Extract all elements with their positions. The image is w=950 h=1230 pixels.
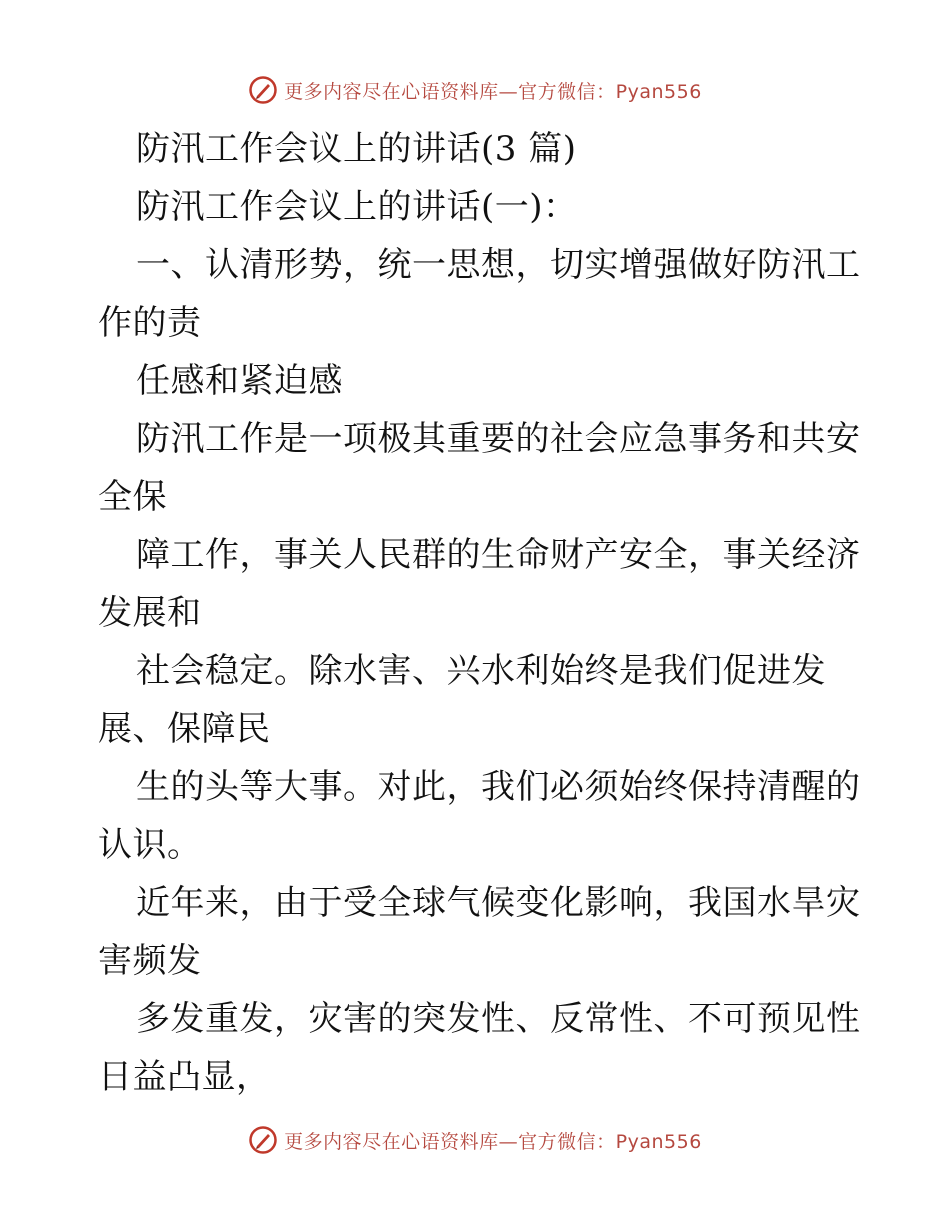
banner-text: 更多内容尽在心语资料库—官方微信：Pyan556 [284, 1130, 702, 1153]
text-line: 认识。 [98, 825, 202, 865]
wechat-id: Pyan556 [615, 80, 702, 103]
text-line: 多发重发，灾害的突发性、反常性、不可预见性 [136, 999, 861, 1039]
footer-banner [0, 1120, 950, 1160]
text-line: 近年来，由于受全球气候变化影响，我国水旱灾 [136, 883, 861, 923]
header-banner [0, 70, 950, 110]
section-title: 防汛工作会议上的讲话(一)： [136, 187, 578, 227]
text-line: 日益凸显， [98, 1057, 271, 1097]
text-line: 任感和紧迫感 [136, 361, 343, 401]
text-line: 作的责 [98, 303, 202, 343]
text-line: 障工作，事关人民群的生命财产安全，事关经济 [136, 535, 861, 575]
text-line: 防汛工作是一项极其重要的社会应急事务和共安 [136, 419, 861, 459]
text-line: 生的头等大事。对此，我们必须始终保持清醒的 [136, 767, 861, 807]
text-line: 害频发 [98, 941, 202, 981]
document-title: 防汛工作会议上的讲话(3 篇) [136, 129, 577, 169]
text-line: 发展和 [98, 593, 202, 633]
pen-logo-icon [248, 1125, 278, 1155]
text-line: 展、保障民 [98, 709, 271, 749]
banner-text: 更多内容尽在心语资料库—官方微信：Pyan556 [284, 80, 702, 103]
text-line: 一、认清形势，统一思想，切实增强做好防汛工 [136, 245, 861, 285]
wechat-id: Pyan556 [615, 1130, 702, 1153]
text-line: 全保 [98, 477, 167, 517]
document-body [98, 120, 861, 1106]
text-line: 社会稳定。除水害、兴水利始终是我们促进发 [136, 651, 826, 691]
pen-logo-icon [248, 75, 278, 105]
